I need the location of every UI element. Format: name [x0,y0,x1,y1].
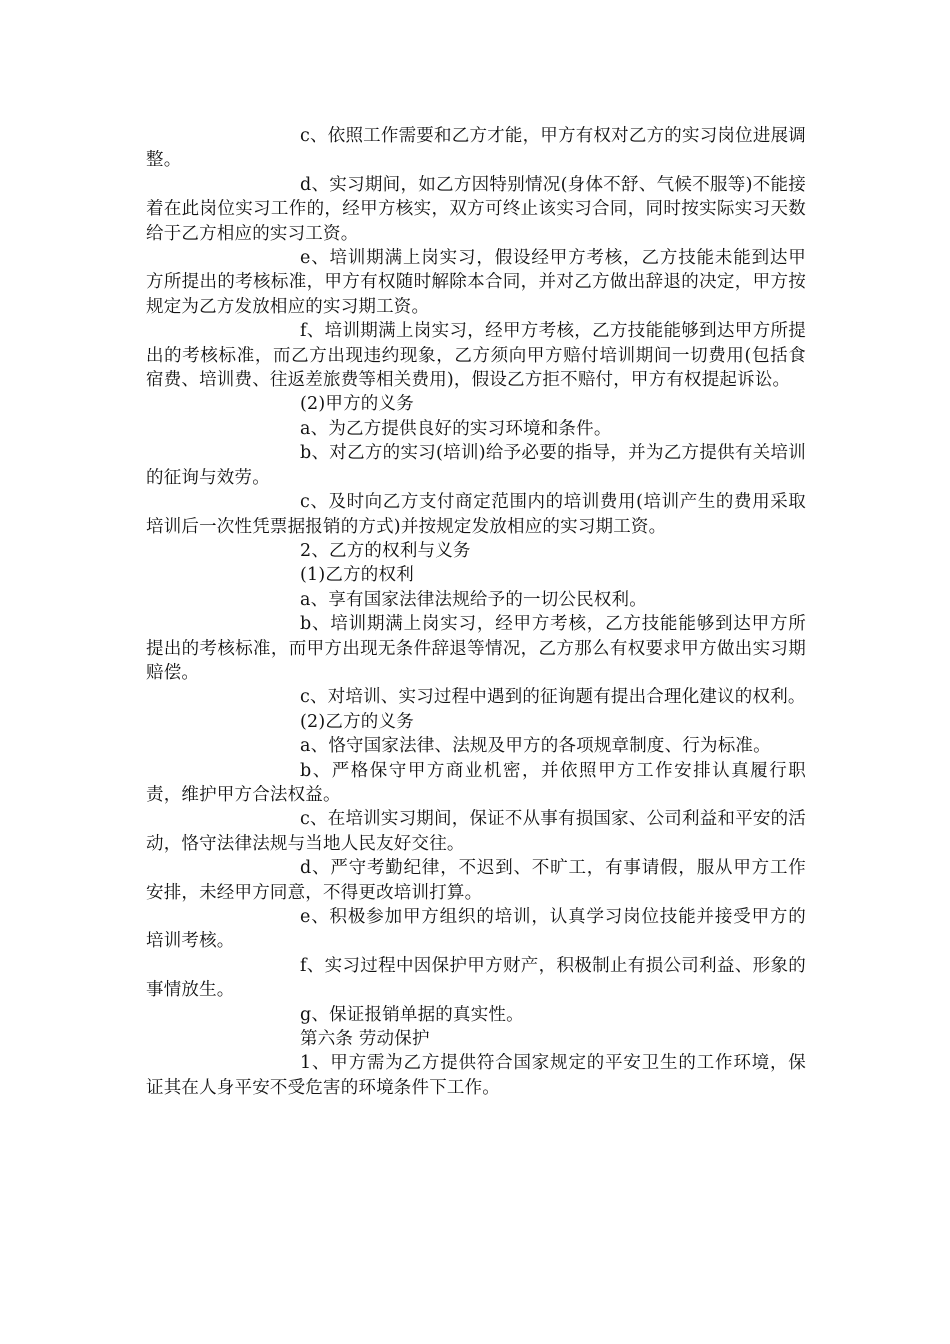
document-body [146,124,806,1100]
paragraph: a、恪守国家法律、法规及甲方的各项规章制度、行为标准。 [300,736,771,757]
paragraph: c、在培训实习期间，保证不从事有损国家、公司利益和平安的活动，恪守法律法规与当地人民友好交往。 [146,809,806,854]
paragraph: b、培训期满上岗实习，经甲方考核，乙方技能能够到达甲方所提出的考核标准，而甲方出现无条件辞退等情况，乙方那么有权要求甲方做出实习期赔偿。 [146,614,806,683]
paragraph: d、严守考勤纪律，不迟到、不旷工，有事请假，服从甲方工作安排，未经甲方同意，不得更改培训打算。 [146,858,806,903]
paragraph: b、对乙方的实习(培训)给予必要的指导，并为乙方提供有关培训的征询与效劳。 [146,443,806,488]
paragraph: e、积极参加甲方组织的培训，认真学习岗位技能并接受甲方的培训考核。 [146,907,806,952]
paragraph: c、依照工作需要和乙方才能，甲方有权对乙方的实习岗位进展调整。 [146,126,806,171]
paragraph: c、及时向乙方支付商定范围内的培训费用(培训产生的费用采取培训后一次性凭票据报销的方式)并按规定发放相应的实习期工资。 [146,492,806,537]
paragraph: d、实习期间，如乙方因特别情况(身体不舒、气候不服等)不能接着在此岗位实习工作的，经甲方核实，双方可终止该实习合同，同时按实际实习天数给于乙方相应的实习工资。 [146,174,806,244]
paragraph: a、为乙方提供良好的实习环境和条件。 [300,418,612,439]
section-heading: (2)甲方的义务 [300,394,414,415]
article-heading: 第六条 劳动保护 [300,1029,430,1050]
paragraph: 1、甲方需为乙方提供符合国家规定的平安卫生的工作环境，保证其在人身平安不受危害的环境条件下工作。 [146,1053,806,1098]
section-heading: (2)乙方的义务 [300,711,414,732]
section-heading: 2、乙方的权利与义务 [300,540,471,561]
paragraph: f、实习过程中因保护甲方财产，积极制止有损公司利益、形象的事情放生。 [146,955,806,1001]
section-heading: (1)乙方的权利 [300,565,414,586]
paragraph: g、保证报销单据的真实性。 [300,1004,524,1025]
paragraph: b、严格保守甲方商业机密，并依照甲方工作安排认真履行职责，维护甲方合法权益。 [146,760,806,805]
paragraph: e、培训期满上岗实习，假设经甲方考核，乙方技能未能到达甲方所提出的考核标准，甲方有权随时解除本合同，并对乙方做出辞退的决定，甲方按规定为乙方发放相应的实习期工资。 [146,248,806,317]
paragraph: c、对培训、实习过程中遇到的征询题有提出合理化建议的权利。 [300,687,806,708]
paragraph: a、享有国家法律法规给予的一切公民权利。 [300,589,647,610]
paragraph: f、培训期满上岗实习，经甲方考核，乙方技能能够到达甲方所提出的考核标准，而乙方出现违约现象，乙方须向甲方赔付培训期间一切费用(包括食宿费、培训费、往返差旅费等相关费用)，假设乙方拒不赔付，甲方有权提起诉讼。 [146,321,806,391]
